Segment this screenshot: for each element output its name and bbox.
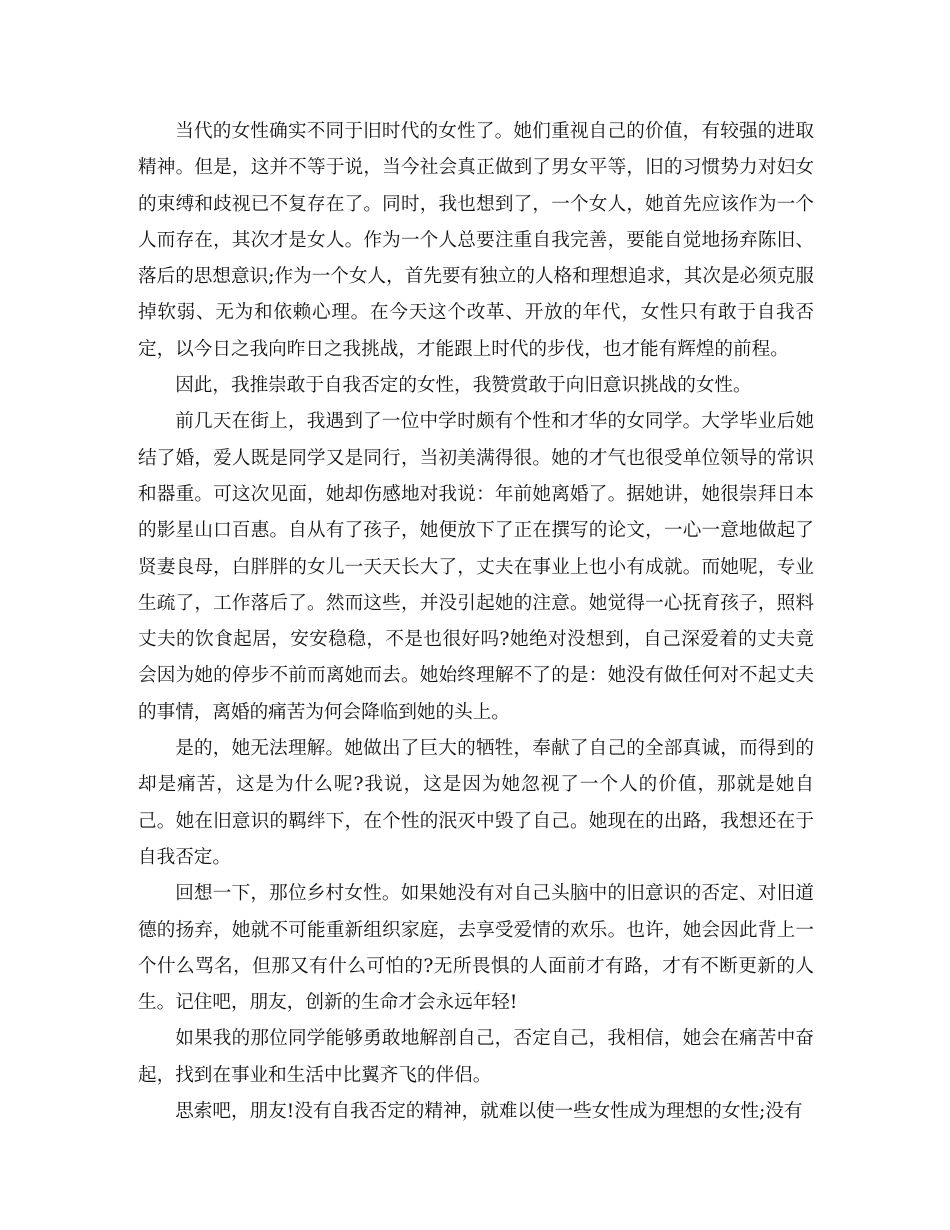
- paragraph: 回想一下，那位乡村女性。如果她没有对自己头脑中的旧意识的否定、对旧道德的扬弃，她就不可能重新组织家庭，去享受爱情的欢乐。也许，她会因此背上一个什么骂名，但那又有什么可怕的?无所畏惧的人面前才有路，才有不断更新的人生。记住吧，朋友，创新的生命才会永远年轻!: [138, 883, 814, 1014]
- paragraph: 思索吧，朋友!没有自我否定的精神，就难以使一些女性成为理想的女性;没有: [175, 1101, 803, 1123]
- paragraph: 是的，她无法理解。她做出了巨大的牺牲，奉献了自己的全部真诚，而得到的却是痛苦，这是为什么呢?我说，这是因为她忽视了一个人的价值，那就是她自己。她在旧意识的羁绊下，在个性的泯灭中毁了自己。她现在的出路，我想还在于自我否定。: [138, 738, 814, 868]
- document-body: [138, 114, 814, 1130]
- paragraph: 因此，我推崇敢于自我否定的女性，我赞赏敢于向旧意识挑战的女性。: [175, 375, 752, 397]
- paragraph: 当代的女性确实不同于旧时代的女性了。她们重视自己的价值，有较强的进取精神。但是，这并不等于说，当今社会真正做到了男女平等，旧的习惯势力对妇女的束缚和歧视已不复存在了。同时，我也想到了，一个女人，她首先应该作为一个人而存在，其次才是女人。作为一个人总要注重自我完善，要能自觉地扬弃陈旧、落后的思想意识;作为一个女人，首先要有独立的人格和理想追求，其次是必须克服掉软弱、无为和依赖心理。在今天这个改革、开放的年代，女性只有敢于自我否定，以今日之我向昨日之我挑战，才能跟上时代的步伐，也才能有辉煌的前程。: [138, 121, 814, 360]
- paragraph: 如果我的那位同学能够勇敢地解剖自己，否定自己，我相信，她会在痛苦中奋起，找到在事业和生活中比翼齐飞的伴侣。: [138, 1028, 814, 1086]
- paragraph: 前几天在街上，我遇到了一位中学时颇有个性和才华的女同学。大学毕业后她结了婚，爱人既是同学又是同行，当初美满得很。她的才气也很受单位领导的常识和器重。可这次见面，她却伤感地对我说：年前她离婚了。据她讲，她很崇拜日本的影星山口百惠。自从有了孩子，她便放下了正在撰写的论文，一心一意地做起了贤妻良母，白胖胖的女儿一天天长大了，丈夫在事业上也小有成就。而她呢，专业生疏了，工作落后了。然而这些，并没引起她的注意。她觉得一心抚育孩子，照料丈夫的饮食起居，安安稳稳，不是也很好吗?她绝对没想到，自己深爱着的丈夫竟会因为她的停步不前而离她而去。她始终理解不了的是：她没有做任何对不起丈夫的事情，离婚的痛苦为何会降临到她的头上。: [138, 411, 814, 723]
